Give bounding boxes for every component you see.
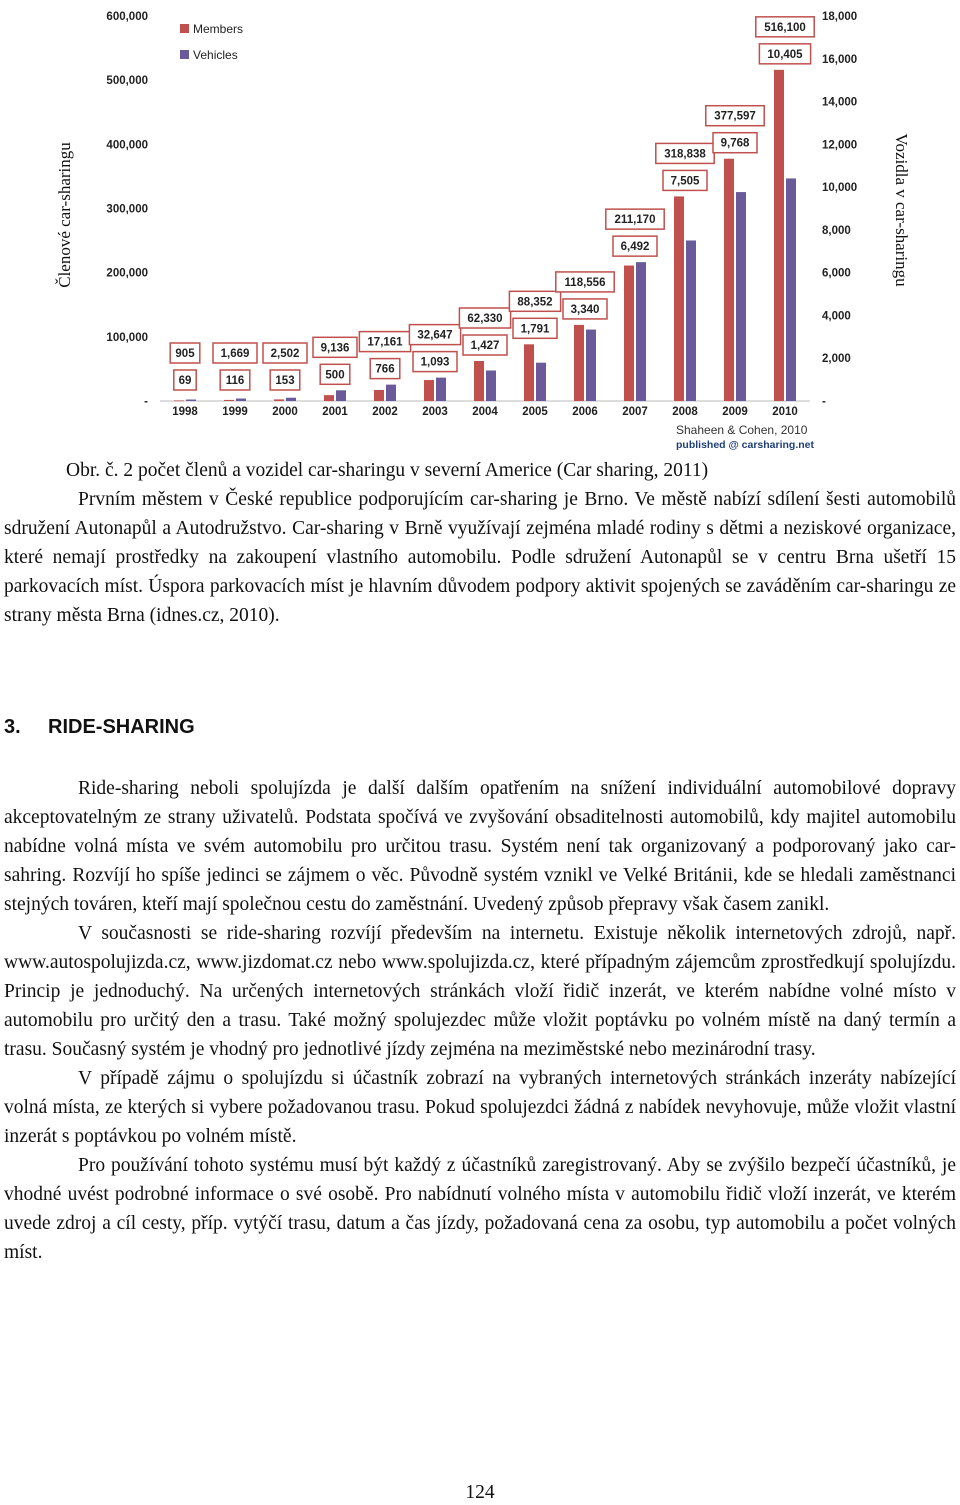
members-data-label: 211,170 [614, 214, 656, 227]
right-tick-label: 14,000 [822, 96, 858, 109]
left-tick-label: 400,000 [106, 139, 148, 152]
legend-label: Members [193, 22, 244, 36]
right-tick-label: 4,000 [822, 310, 851, 323]
members-bar [674, 196, 684, 401]
members-bar [274, 399, 284, 401]
carsharing-brno-text [4, 485, 956, 630]
x-tick-label: 2009 [722, 406, 748, 418]
members-data-label: 377,597 [714, 110, 756, 123]
vehicles-bar [536, 363, 546, 401]
members-data-label: 32,647 [417, 329, 453, 342]
members-data-label: 88,352 [517, 296, 553, 309]
left-tick-label: 200,000 [106, 267, 148, 280]
x-tick-label: 2008 [672, 406, 698, 418]
paragraph: V případě zájmu o spolujízdu si účastník zobrazí na vybraných internetových stránkách inzeráty nabízející volná místa, ze kterých si vybere požadovanou trasu. Pokud spolujezdci žádná z nabídek nevyhovuje, může vložit vlastní inzerát s poptávkou po volném místě. [4, 1068, 956, 1147]
members-bar [624, 265, 634, 401]
x-tick-label: 1998 [172, 406, 198, 418]
vehicles-data-label: 153 [275, 375, 295, 387]
members-bar [774, 70, 784, 401]
x-tick-label: 2007 [622, 406, 648, 418]
left-tick-label: 500,000 [106, 75, 148, 88]
x-tick-label: 2002 [372, 406, 398, 418]
members-data-label: 118,556 [564, 276, 606, 289]
vehicles-bar [436, 378, 446, 401]
legend-swatch [180, 24, 189, 33]
vehicles-bar [686, 240, 696, 401]
vehicles-bar [786, 178, 796, 401]
right-tick-label: 18,000 [822, 11, 858, 23]
vehicles-bar [386, 385, 396, 401]
section-heading [4, 716, 195, 739]
vehicles-data-label: 6,492 [620, 241, 650, 254]
vehicles-bar [736, 192, 746, 401]
members-data-label: 17,161 [367, 336, 403, 349]
vehicles-bar [636, 262, 646, 401]
vehicles-bar [586, 330, 596, 401]
members-data-label: 9,136 [320, 342, 350, 355]
section-number: 3. [4, 716, 21, 738]
ride-sharing-text [4, 774, 956, 1267]
figure-caption: Obr. č. 2 počet členů a vozidel car-sharingu v severní Americe (Car sharing, 2011) [66, 460, 709, 481]
right-tick-label: 16,000 [822, 53, 858, 66]
members-data-label: 62,330 [467, 313, 503, 326]
left-tick-label: 600,000 [106, 11, 148, 23]
legend-swatch [180, 50, 189, 59]
right-axis-label: Vozidla v car-sharingu [892, 133, 911, 287]
right-tick-label: 8,000 [822, 224, 851, 237]
members-bar [174, 400, 184, 401]
members-bar [524, 344, 534, 401]
left-tick-label: 100,000 [106, 331, 148, 344]
vehicles-bar [186, 400, 196, 401]
vehicles-data-label: 3,340 [570, 303, 600, 316]
car-sharing-figure [0, 0, 960, 460]
members-data-label: 516,100 [764, 21, 806, 34]
vehicles-data-label: 9,768 [720, 137, 750, 150]
x-tick-label: 2010 [772, 406, 798, 418]
right-tick-label: 12,000 [822, 139, 858, 152]
members-data-label: 318,838 [664, 148, 706, 161]
x-tick-label: 2003 [422, 406, 448, 418]
legend-label: Vehicles [193, 48, 238, 62]
section-title: RIDE-SHARING [48, 716, 195, 738]
members-bar [374, 390, 384, 401]
members-data-label: 2,502 [270, 348, 300, 360]
right-tick-label: 6,000 [822, 267, 851, 280]
vehicles-bar [286, 398, 296, 401]
vehicles-bar [336, 390, 346, 401]
members-bar [574, 325, 584, 401]
figure-credit: Shaheen & Cohen, 2010 [676, 423, 808, 437]
x-tick-label: 2005 [522, 406, 548, 418]
right-tick-label: - [822, 396, 826, 408]
x-tick-label: 2000 [272, 406, 298, 418]
vehicles-bar [236, 399, 246, 401]
members-data-label: 1,669 [220, 348, 250, 360]
paragraph: Prvním městem v České republice podporujícím car-sharing je Brno. Ve městě nabízí sdílení šesti automobilů sdružení Autonapůl a Autodružstvo. Car-sharing v Brně využívají zejména mladé rodiny s dětmi a neziskové organizace, které nemají prostředky na zakoupení vlastního automobilu. Podle sdružení Autonapůl se v centru Brna ušetří 15 parkovacích míst. Úspora parkovacích míst je hlavním důvodem podpory aktivit spojených se zaváděním car-sharingu ze strany města Brna (idnes.cz, 2010). [4, 489, 956, 626]
x-tick-label: 2001 [322, 406, 348, 418]
vehicles-data-label: 116 [225, 375, 245, 387]
paragraph: Ride-sharing neboli spolujízda je další dalším opatřením na snížení individuální automobilové dopravy akceptovatelným ze strany uživatelů. Podstata spočívá ve zvyšování obsaditelnosti automobilů, kdy majitel automobilu nabídne volná místa ve svém automobilu pro určitou trasu. Systém není tak organizovaný a podporovaný jako car-sahring. Rozvíjí ho spíše jedinci se zájmem o věc. Původně systém vznikl ve Velké Británii, kde se hledali zaměstnanci stejných továren, kteří mají společnou cestu do zaměstnání. Uvedený způsob přepravy však časem zanikl. [4, 778, 956, 915]
members-bar [224, 400, 234, 401]
paragraph: Pro používání tohoto systému musí být každý z účastníků zaregistrovaný. Aby se zvýšilo bezpečí účastníků, je vhodné uvést podrobné informace o své osobě. Pro nabídnutí volného místa v automobilu řidič vloží inzerát, ve kterém uvede zdroj a cíl cesty, příp. vytýčí trasu, datum a čas jízdy, požadovaná cena za osobu, typ automobilu a počet volných míst. [4, 1155, 956, 1263]
vehicles-data-label: 10,405 [767, 48, 803, 61]
members-bar [724, 159, 734, 401]
vehicles-data-label: 1,427 [470, 340, 500, 353]
x-tick-label: 2006 [572, 406, 598, 418]
vehicles-data-label: 1,791 [520, 323, 550, 336]
right-tick-label: 10,000 [822, 182, 858, 195]
x-tick-label: 1999 [222, 406, 248, 418]
figure-credit-source: published @ carsharing.net [676, 439, 815, 451]
paragraph: V současnosti se ride-sharing rozvíjí především na internetu. Existuje několik internetových zdrojů, např. www.autospolujizda.cz, www.jizdomat.cz nebo www.spolujizda.cz, které případným zájemcům zprostředkují spolujízdu. Princip je jednoduchý. Na určených internetových stránkách vloží řidič inzerát, ve kterém nabídne volné místo v automobilu pro určitý den a trasu. Také možný spolujezdec může vložit poptávku po volném místě na daný termín a trasu. Současný systém je vhodný pro jednotlivé jízdy zejména na meziměstské nebo mezinárodní trasy. [4, 923, 956, 1060]
left-tick-label: - [144, 396, 148, 408]
vehicles-data-label: 69 [178, 375, 192, 387]
vehicles-data-label: 7,505 [670, 175, 700, 188]
members-bar [474, 361, 484, 401]
x-tick-label: 2004 [472, 406, 498, 418]
right-tick-label: 2,000 [822, 353, 851, 366]
left-axis-label: Členové car-sharingu [55, 142, 74, 288]
members-bar [424, 380, 434, 401]
members-vehicles-chart [0, 0, 960, 460]
page-number: 124 [465, 1482, 495, 1503]
left-tick-label: 300,000 [106, 203, 148, 216]
vehicles-data-label: 1,093 [420, 356, 450, 369]
vehicles-data-label: 500 [325, 369, 345, 382]
members-bar [324, 395, 334, 401]
members-data-label: 905 [175, 348, 195, 360]
vehicles-data-label: 766 [375, 363, 395, 376]
vehicles-bar [486, 370, 496, 401]
